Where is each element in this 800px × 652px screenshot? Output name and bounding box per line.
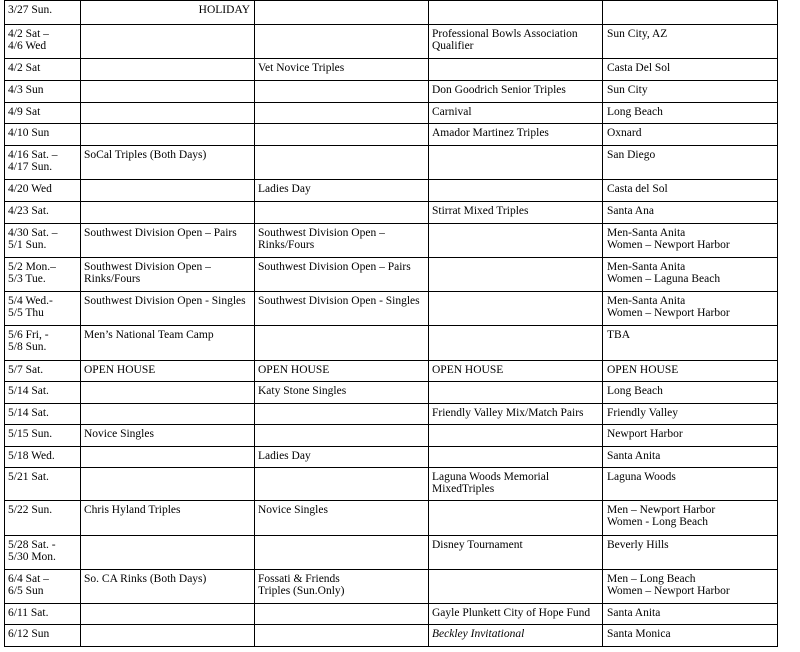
- event-cell: Carnival: [429, 103, 603, 124]
- event-cell: Beckley Invitational: [429, 625, 603, 647]
- location-cell: San Diego: [603, 146, 778, 180]
- date-cell: 4/9 Sat: [5, 103, 81, 124]
- event-cell: Friendly Valley Mix/Match Pairs: [429, 404, 603, 425]
- table-row: [5, 1, 778, 25]
- table-row: [5, 604, 778, 625]
- date-cell: 5/2 Mon.– 5/3 Tue.: [5, 258, 81, 292]
- event-cell: Novice Singles: [255, 501, 429, 536]
- table-row: [5, 361, 778, 382]
- event-cell: [429, 292, 603, 326]
- event-cell: [255, 103, 429, 124]
- table-row: [5, 468, 778, 501]
- date-cell: 4/20 Wed: [5, 180, 81, 202]
- location-cell: Men-Santa Anita Women – Newport Harbor: [603, 224, 778, 258]
- date-cell: 4/30 Sat. – 5/1 Sun.: [5, 224, 81, 258]
- event-cell: [81, 625, 255, 647]
- table-row: [5, 146, 778, 180]
- table-row: [5, 124, 778, 146]
- event-cell: Southwest Division Open - Singles: [255, 292, 429, 326]
- event-cell: [81, 604, 255, 625]
- location-cell: Long Beach: [603, 103, 778, 124]
- schedule-body: [5, 1, 778, 647]
- event-cell: Stirrat Mixed Triples: [429, 202, 603, 224]
- table-row: [5, 425, 778, 447]
- event-cell: [429, 146, 603, 180]
- date-cell: 4/16 Sat. – 4/17 Sun.: [5, 146, 81, 180]
- table-row: [5, 382, 778, 404]
- event-cell: SoCal Triples (Both Days): [81, 146, 255, 180]
- table-row: [5, 625, 778, 647]
- location-cell: Sun City: [603, 81, 778, 103]
- event-cell: [255, 425, 429, 447]
- event-cell: Chris Hyland Triples: [81, 501, 255, 536]
- date-cell: 4/10 Sun: [5, 124, 81, 146]
- event-cell: [81, 468, 255, 501]
- event-cell: [255, 1, 429, 25]
- event-cell: [81, 404, 255, 425]
- table-row: [5, 202, 778, 224]
- event-cell: [255, 202, 429, 224]
- location-cell: Men – Newport Harbor Women - Long Beach: [603, 501, 778, 536]
- date-cell: 4/23 Sat.: [5, 202, 81, 224]
- date-cell: 4/2 Sat: [5, 59, 81, 81]
- event-cell: Katy Stone Singles: [255, 382, 429, 404]
- event-schedule-table: [4, 0, 778, 647]
- location-cell: Oxnard: [603, 124, 778, 146]
- location-cell: Men-Santa Anita Women – Laguna Beach: [603, 258, 778, 292]
- event-cell: Gayle Plunkett City of Hope Fund: [429, 604, 603, 625]
- date-cell: 5/18 Wed.: [5, 447, 81, 468]
- event-cell: HOLIDAY: [81, 1, 255, 25]
- location-cell: OPEN HOUSE: [603, 361, 778, 382]
- event-cell: [81, 81, 255, 103]
- location-cell: Santa Monica: [603, 625, 778, 647]
- event-cell: [255, 25, 429, 59]
- table-row: [5, 59, 778, 81]
- date-cell: 5/14 Sat.: [5, 404, 81, 425]
- event-cell: [429, 258, 603, 292]
- event-cell: Ladies Day: [255, 447, 429, 468]
- event-cell: [429, 59, 603, 81]
- event-cell: Disney Tournament: [429, 536, 603, 570]
- event-cell: [81, 202, 255, 224]
- date-cell: 5/14 Sat.: [5, 382, 81, 404]
- event-cell: [255, 625, 429, 647]
- event-cell: Laguna Woods Memorial MixedTriples: [429, 468, 603, 501]
- event-cell: [81, 25, 255, 59]
- table-row: [5, 292, 778, 326]
- event-cell: Ladies Day: [255, 180, 429, 202]
- event-cell: [429, 425, 603, 447]
- table-row: [5, 25, 778, 59]
- event-cell: Professional Bowls Association Qualifier: [429, 25, 603, 59]
- date-cell: 5/6 Fri, - 5/8 Sun.: [5, 326, 81, 361]
- event-cell: [429, 382, 603, 404]
- table-row: [5, 570, 778, 604]
- table-row: [5, 81, 778, 103]
- date-cell: 4/3 Sun: [5, 81, 81, 103]
- event-cell: Men’s National Team Camp: [81, 326, 255, 361]
- date-cell: 6/12 Sun: [5, 625, 81, 647]
- event-cell: [429, 1, 603, 25]
- location-cell: Friendly Valley: [603, 404, 778, 425]
- location-cell: Long Beach: [603, 382, 778, 404]
- location-cell: Men-Santa Anita Women – Newport Harbor: [603, 292, 778, 326]
- table-row: [5, 180, 778, 202]
- table-row: [5, 447, 778, 468]
- event-cell: Vet Novice Triples: [255, 59, 429, 81]
- event-cell: [81, 103, 255, 124]
- event-cell: Southwest Division Open – Rinks/Fours: [81, 258, 255, 292]
- location-cell: TBA: [603, 326, 778, 361]
- event-cell: Fossati & Friends Triples (Sun.Only): [255, 570, 429, 604]
- event-cell: [255, 604, 429, 625]
- location-cell: Sun City, AZ: [603, 25, 778, 59]
- table-row: [5, 404, 778, 425]
- location-cell: Beverly Hills: [603, 536, 778, 570]
- date-cell: 5/28 Sat. - 5/30 Mon.: [5, 536, 81, 570]
- location-cell: Men – Long Beach Women – Newport Harbor: [603, 570, 778, 604]
- event-cell: [429, 326, 603, 361]
- event-cell: [255, 536, 429, 570]
- date-cell: 3/27 Sun.: [5, 1, 81, 25]
- event-cell: [255, 326, 429, 361]
- date-cell: 5/7 Sat.: [5, 361, 81, 382]
- table-row: [5, 536, 778, 570]
- table-row: [5, 326, 778, 361]
- location-cell: Laguna Woods: [603, 468, 778, 501]
- event-cell: Novice Singles: [81, 425, 255, 447]
- event-cell: [429, 570, 603, 604]
- date-cell: 5/15 Sun.: [5, 425, 81, 447]
- event-cell: OPEN HOUSE: [429, 361, 603, 382]
- date-cell: 5/21 Sat.: [5, 468, 81, 501]
- location-cell: Santa Anita: [603, 447, 778, 468]
- table-row: [5, 224, 778, 258]
- event-cell: [255, 468, 429, 501]
- date-cell: 5/22 Sun.: [5, 501, 81, 536]
- event-cell: [429, 501, 603, 536]
- event-cell: [81, 536, 255, 570]
- event-cell: [429, 224, 603, 258]
- event-cell: [429, 180, 603, 202]
- location-cell: [603, 1, 778, 25]
- location-cell: Newport Harbor: [603, 425, 778, 447]
- event-cell: OPEN HOUSE: [255, 361, 429, 382]
- event-cell: [255, 404, 429, 425]
- location-cell: Santa Ana: [603, 202, 778, 224]
- event-cell: Southwest Division Open - Singles: [81, 292, 255, 326]
- event-cell: OPEN HOUSE: [81, 361, 255, 382]
- location-cell: Casta del Sol: [603, 180, 778, 202]
- table-row: [5, 103, 778, 124]
- date-cell: 6/11 Sat.: [5, 604, 81, 625]
- event-cell: Southwest Division Open – Pairs: [255, 258, 429, 292]
- event-cell: Southwest Division Open – Pairs: [81, 224, 255, 258]
- date-cell: 4/2 Sat – 4/6 Wed: [5, 25, 81, 59]
- date-cell: 5/4 Wed.- 5/5 Thu: [5, 292, 81, 326]
- event-cell: So. CA Rinks (Both Days): [81, 570, 255, 604]
- event-cell: [255, 124, 429, 146]
- table-row: [5, 258, 778, 292]
- table-row: [5, 501, 778, 536]
- event-cell: [255, 81, 429, 103]
- event-cell: [81, 382, 255, 404]
- event-cell: [255, 146, 429, 180]
- location-cell: Casta Del Sol: [603, 59, 778, 81]
- event-cell: Don Goodrich Senior Triples: [429, 81, 603, 103]
- event-cell: [81, 180, 255, 202]
- location-cell: Santa Anita: [603, 604, 778, 625]
- event-cell: [81, 447, 255, 468]
- event-cell: Southwest Division Open – Rinks/Fours: [255, 224, 429, 258]
- event-cell: [429, 447, 603, 468]
- event-cell: [81, 124, 255, 146]
- event-cell: [81, 59, 255, 81]
- date-cell: 6/4 Sat – 6/5 Sun: [5, 570, 81, 604]
- event-cell: Amador Martinez Triples: [429, 124, 603, 146]
